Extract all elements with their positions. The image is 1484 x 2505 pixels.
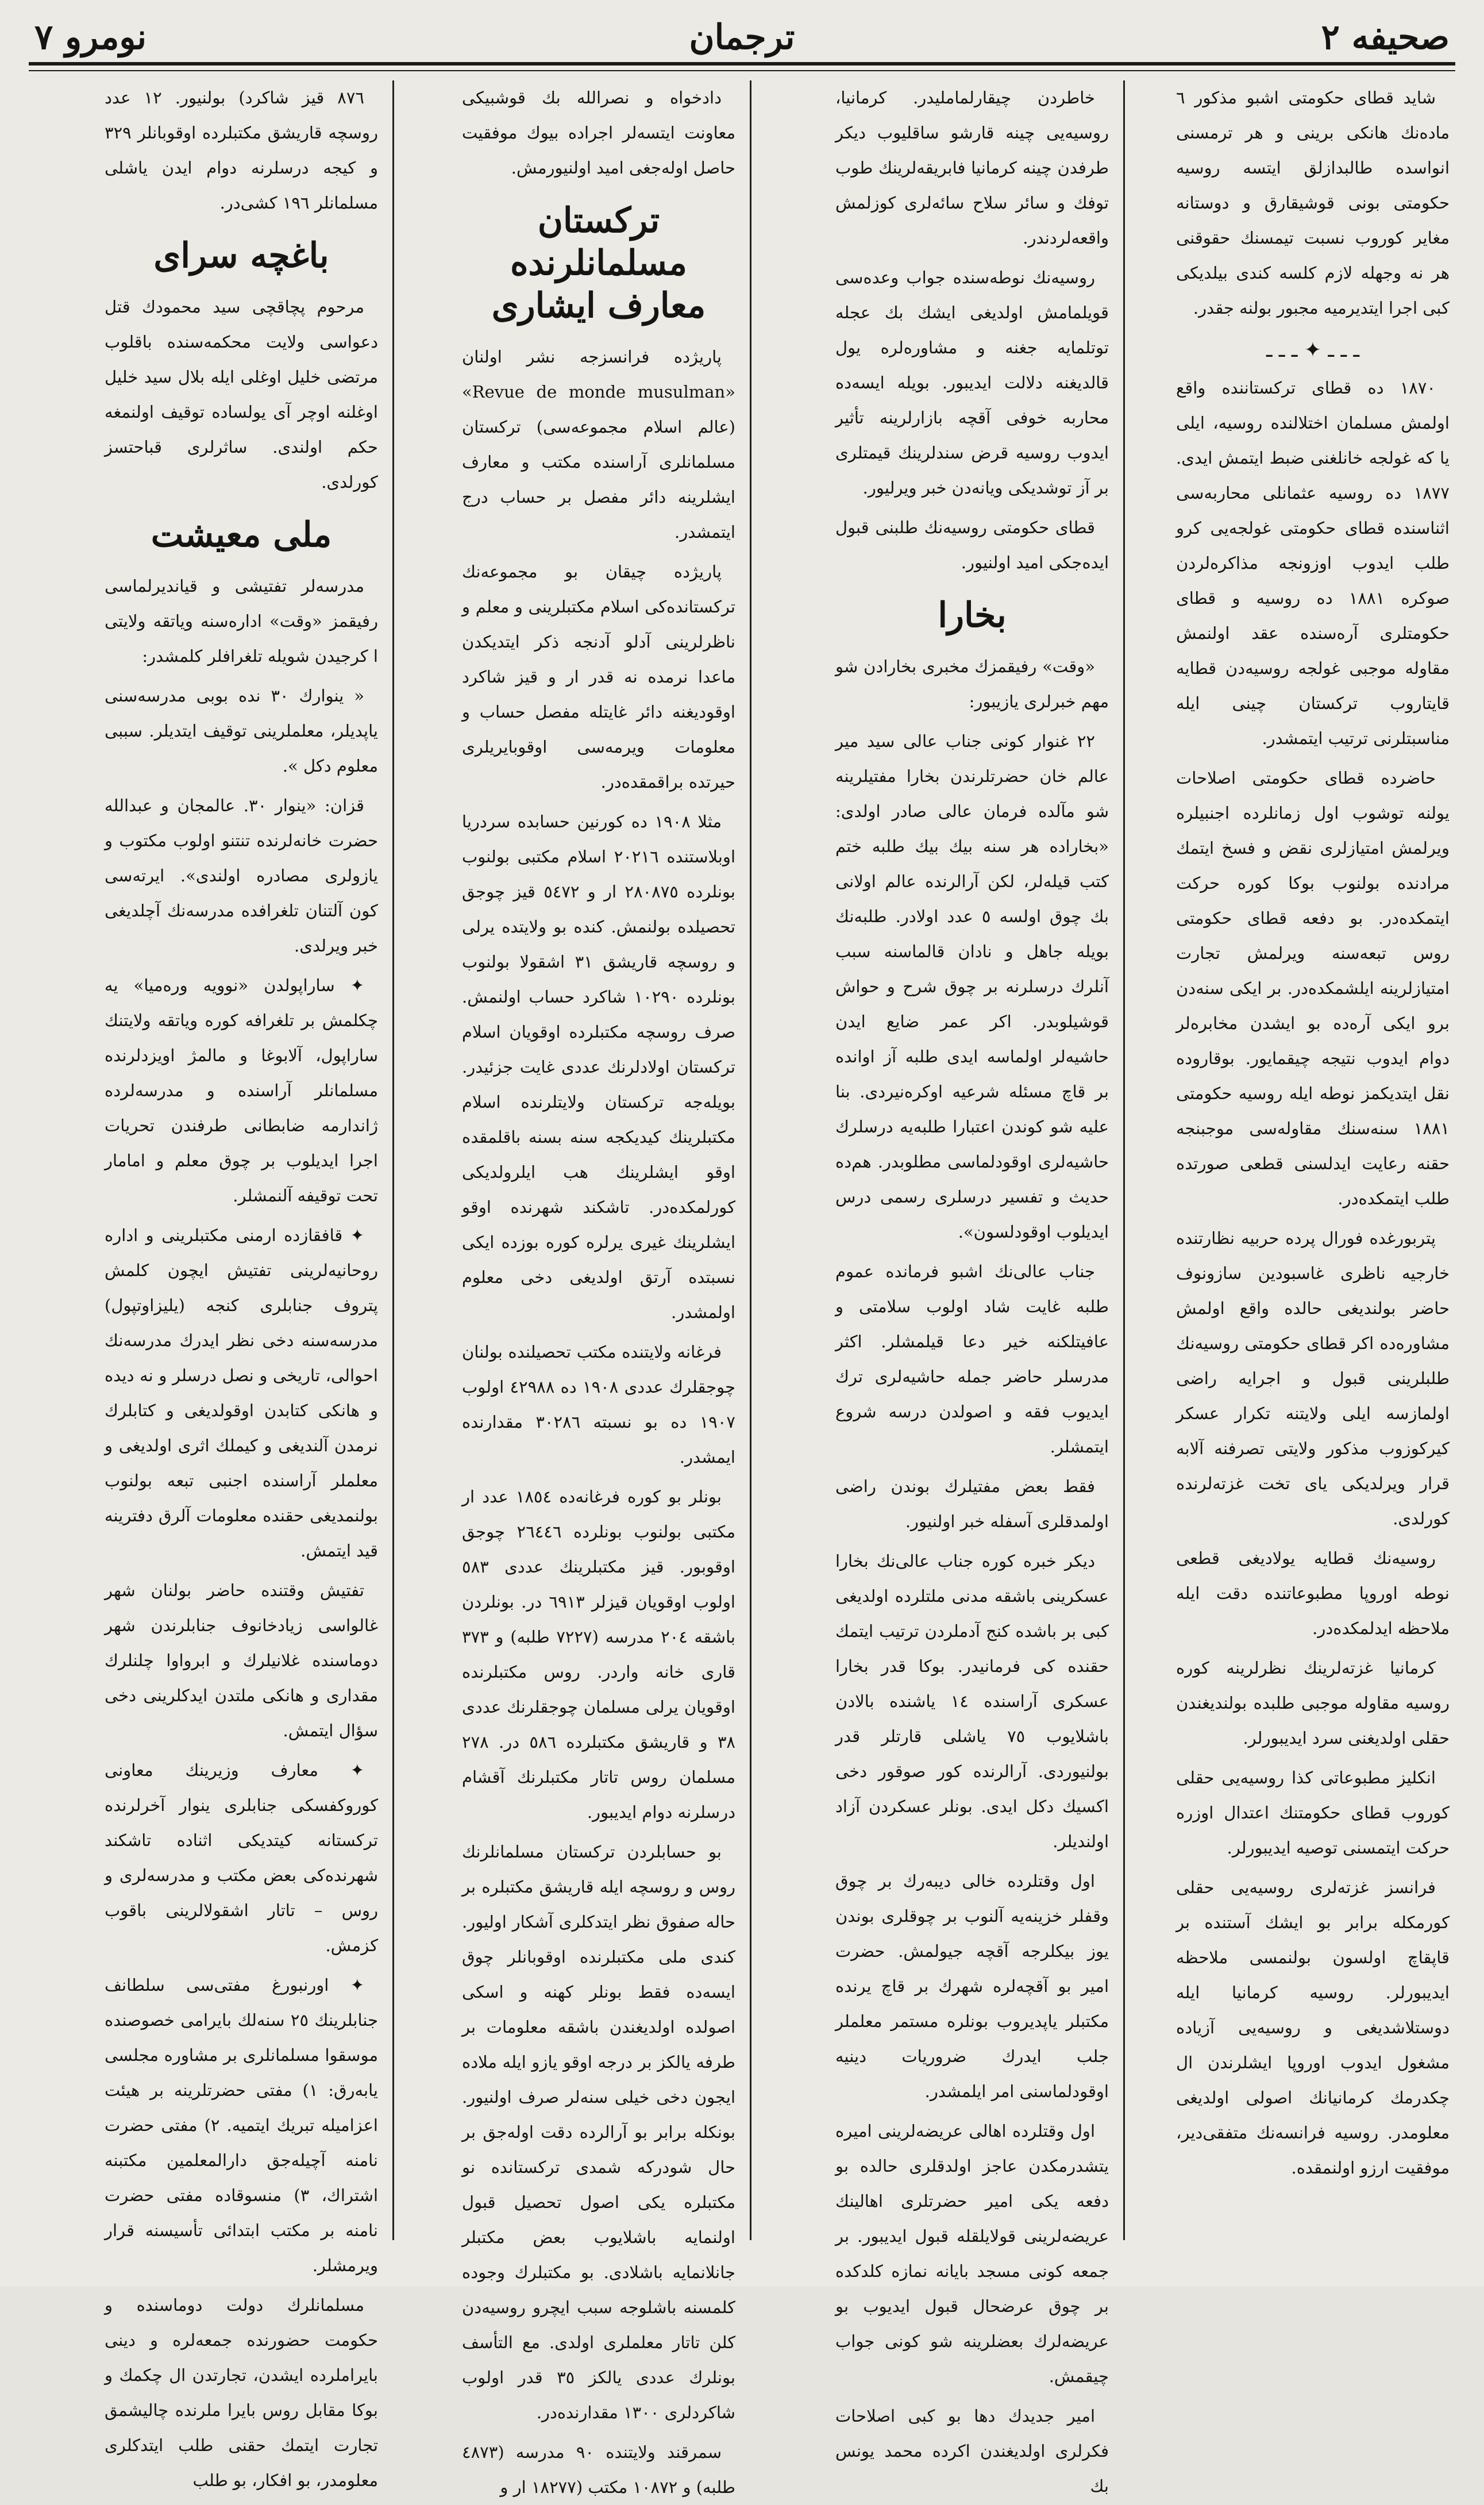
article-paragraph: دیکر خبره کوره جناب عالی‌نك بخارا عسکرینی باشقه مدنی ملتلرده اولدیغی کبی بر باشده کنج آدملردن ترتیب ایتمك حقنده کی فرمانیدر. بوکا قدر بخارا عسکری آراسنده ١٤ یاشنده بالادن باشلایوب ٧٥ یاشلی قارتلر قدر بولنیوردی. آرالرنده کور صوقور دخی اکسیك دکل ایدی. بونلر عسکردن آزاد اولندیلر. bbox=[835, 1551, 1109, 1851]
article-paragraph: فرانسز غزته‌لری روسیه‌یی حقلی کورمکله برابر بو ایشك آستنده بر قاپقاچ اولسون بولنمسی ملاحظه ایدیبورلر. روسیه کرمانیا ایله دوستلاشدیغی و روسیه‌یی آزیاده مشغول ایدوب اوروپا ایشلرندن ال چکدرمك کرمانیانك اصولی اولدیغی معلومدر. روسیه فرانسه‌نك متفقی‌دیر، موفقیت ارزو اولنمقده. bbox=[1176, 1878, 1450, 2178]
article-paragraph: مدرسه‌لر تفتیشی و قیاندیرلماسی رفیقمز «وقت» ادارەسنه ویاتقه ولایتی ا کرجیدن شویله تلغرافلر کلمشدر: bbox=[105, 576, 378, 666]
article-paragraph: پاریژده فرانسزجه نشر اولنان «Revue de monde musulman» (عالم اسلام مجموعه‌سی) ترکستان مسلمانلری آراسنده مکتب و معارف ایشلرینه دائر مفصل بر حساب درج ایتمشدر. bbox=[462, 347, 735, 542]
article-paragraph: پاریژده چیقان بو مجموعه‌نك ترکستانده‌کی اسلام مکتبلرینی و معلم و ناظرلرینی آدلو آدنجه ذکر ایتدیکدن ماعدا نرمده نه قدر ار و قیز شاکرد اوقودیغنه دائر غایتله مفصل حساب و معلومات ویرمه‌سی اوقوبایریلری حیرتده براقمقده‌در. bbox=[462, 562, 735, 792]
article-paragraph: فرغانه ولایتنده مکتب تحصیلنده بولنان چوجقلرك عددی ١٩٠٨ ده ٤٢٩٨٨ اولوب ١٩٠٧ ده بو نسبته ٣٠٢٨٦ مقدارنده ایمشدر. bbox=[462, 1342, 735, 1467]
article-paragraph: روسیه‌نك نوطه‌سنده جواب وعده‌سی قویلمامش اولدیغی ایشك بك عجله توتلمایه جغنه و مشاوره‌لره یول قالدیغنه دلالت ایدیبور. بویله ایسه‌ده محاربه خوفی آقچه بازارلرینه تأثیر ایدوب روسیه قرض سندلرینك قیمتلری بر آز توشدیکی ویانه‌دن خبر ویرلیور. bbox=[835, 268, 1109, 498]
article-paragraph: ١٨٧٠ ده قطای ترکستاننده واقع اولمش مسلمان اختلالنده روسیه، ایلی یا که غولجه خانلغنی ضبط ایتمش ایدی. ١٨٧٧ ده روسیه عثمانلی محاربه‌سی اثناسنده قطای حکومتی غولجه‌یی کرو طلب ایدوب اوزونجه مذاکره‌لردن صوکره ١٨٨١ ده روسیه و قطای حکومتلری آره‌سنده عقد اولنمش مقاوله موجبی غولجه روسیه‌دن قطایه قایتاروب ترکستان چینی ایله مناسبتلرنی ترتیب ایتمشدر. bbox=[1176, 378, 1450, 748]
article-paragraph: حاضرده قطای حکومتی اصلاحات یولنه توشوب اول زمانلرده اجنبیلره ویرلمش امتیازلری نقض و فسخ ایتمك مرادنده بولنوب بوکا کوره حرکت ایتمکده‌در. بو دفعه قطای حکومتی روس تبعه‌سنه ویرلمش تجارت امتیازلرینه ایلشمکده‌در. بر ایکی سنه‌دن برو ایکی آره‌ده بو ایشدن مخابره‌لر دوام ایدوب نتیجه چیقمایور. بوقاروده نقل ایتدیکمز نوطه ایله روسیه حکومتی ١٨٨١ سنه‌سنك مقاوله‌سی موجبنجه حقنه رعایت ایدلسنی قطعی صورتده طلب ایتمکده‌در. bbox=[1176, 768, 1450, 1208]
newspaper-title: ترجمان bbox=[689, 17, 795, 57]
top-rule-thin bbox=[29, 70, 1455, 71]
article-paragraph: شاید قطای حکومتی اشبو مذکور ٦ ماده‌نك هانکی برینی و هر ترمسنی انواسده طالبدازلق ایتسه روسیه حکومتی بونی قوشیقارق و دوستانه مغایر کوروب نسبت تیمسنك حقوقنی هر نه وجهله لازم کلسه کندی بیلدیکی کبی اجرا ایتدیرمیه مجبور بولنه جقدر. bbox=[1176, 88, 1450, 318]
article-paragraph: روسیه‌نك قطایه یولادیغی قطعی نوطه اوروپا مطبوعاتنده دقت ایله ملاحظه ایدلمکده‌در. bbox=[1176, 1548, 1450, 1638]
article-paragraph: پتربورغده فورال پرده حربیه نظارتنده خارجیه ناظری غاسبودین سازونوف حاضر بولندیغی حالده واقع اولمش مشاوره‌ده اکر قطای حکومتی روسیه‌نك طلبلرینی قبول و اجرایه راضی اولمازسه ایلی ولایتنه تکرار عسکر کیرکوزوب مذکور ولایتی تصرفنه آلابه قرار ویرلدیکی یای تخت غزته‌لرنده کورلدی. bbox=[1176, 1228, 1450, 1528]
article-paragraph: ٢٢ غنوار کونی جناب عالی سید میر عالم خان حضرتلرندن بخارا مفتیلرینه شو مآلده فرمان عالی صادر اولدی: «بخاراده هر سنه بیك بیك طلبه ختم کتب قیلەلر، لکن آرالرنده عالم اولانی بك چوق اولسه ٥ عدد اولادر. طلبه‌نك بویله جاهل و نادان قالماسنه سبب آنلرك درسلرنه بر چوق شرح و حواش قوشیلوبدر. اکر عمر ضایع ایدن حاشیه‌لر اولماسه ایدی طلبه آز اوانده بر قاچ مسئله شرعیه اوکره‌نیردی. بنا علیه شو کوندن اعتبارا طلبه‌یه درسلرك حاشیه‌لری اوقودلماسی مطلوبدر. هم‌ده حدیث و تفسیر درسلری رسمی درس ایدیلوب اوقودلسون». bbox=[835, 731, 1109, 1242]
article-paragraph: بو حسابلردن ترکستان مسلمانلرنك روس و روسچه ایله قاریشق مکتبلره بر حاله صفوق نظر ایتدکلری آشکار اولیور. کندی ملی مکتبلرنده اوقوبانلر چوق ایسه‌ده فقط بونلر کهنه و اسکی اصولده اولدیغندن باشقه معلومات بر طرفه یالکز بر درجه اوقو یازو ایله ملاده ایجون دخی خیلی سنه‌لر صرف اولنیور. بونکله برابر بو آرالرده دقت اوله‌جق بر حال شودرکه شمدی ترکستانده نو مکتبلره یکی اصول تحصیل قبول اولنمایه باشلایوب بعض مکتبلر جانلانمایه باشلادی. بو مکتبلرك وجوده کلمسنه باشلوجه سبب ایچرو روسیه‌دن کلن تاتار معلملری اولدی. مع التأسف بونلرك عددی یالکز ٣٥ قدر اولوب شاکردلری ١٣٠٠ مقدارنده‌در. bbox=[462, 1842, 735, 2422]
article-paragraph: امیر جدیدك دها بو کبی اصلاحات فکرلری اولدیغندن اکرده محمد یونس بك bbox=[835, 2406, 1109, 2496]
article-paragraph: ✦ اورنبورغ مفتی‌سی سلطانف جنابلرینك ٢٥ سنه‌لك بایرامی خصوصنده موسقوا مسلمانلری بر مشاوره مجلسی یابه‌رق: ١) مفتی حضرتلرینه بر هیئت اعزامیله تبریك ایتمیه. ٢) مفتی حضرت نامنه آچیله‌جق دارالمعلمین مکتبنه اشتراك، ٣) منسوقاده مفتی حضرت نامنه بر مکتب ابتدائی تأسیسنه قرار ویرمشلر. bbox=[105, 1975, 378, 2275]
article-paragraph: « ینوارك ٣٠ نده بوبی مدرسه‌سنی یاپدیلر، معلملرینی توقیف ایتدیلر. سببی معلوم دکل ». bbox=[105, 686, 378, 776]
article-paragraph: ✦ قافقازده ارمنی مکتبلرینی و اداره روحانیه‌لرینی تفتیش ایچون کلمش پتروف جنابلری کنجه (یلیزاوتپول) مدرسه‌سنه دخی نظر ایدرك مدرسه‌نك احوالی، تاریخی و نصل درسلر و نه دیده و هانکی کتابدن اوقولدیغی و کتابلرك نرمدن آلندیغی و کیملك اثری اولدیغی و معلملر آراسنده اجنبی تبعه بولنوب بولنمدیغی حقنده معلومات آلرق دفترینه قید ایتمش. bbox=[105, 1225, 378, 1560]
article-paragraph: مسلمانلرك دولت دوماسنده و حکومت حضورنده جمعه‌لره و دینی بایراملرده ایشدن، تجارتدن ال چکمك و بوکا مقابل روس بایرا ملرنده چالیشمق تجارت ایتمك حقنی طلب ایتدکلری معلومدر، بو افکار، بو طلب bbox=[105, 2295, 378, 2490]
page-number: صحیفه ۲ bbox=[1321, 17, 1450, 57]
column-divider bbox=[392, 80, 394, 2240]
article-paragraph: سمرقند ولایتنده ٩٠ مدرسه (٤٨٧٣ طلبه) و ١٠٨٧٢ مکتب (١٨٢٧٧ ار و bbox=[462, 2442, 735, 2497]
column-divider bbox=[1123, 80, 1125, 2240]
article-paragraph: اول وقتلرده اهالی عریضه‌لرینی امیره یتشدرمکدن عاجز اولدقلری حالده بو دفعه یکی امیر حضرتلری اهالینك عریضه‌لرینی قولایلقله قبول ایدیبور. بر جمعه کونی مسجد بایانه نمازه کلدکده بر چوق عرضحال قبول ایدیوب بو عریضه‌لرك بعضلرینه شو کونی جواب چیقمش. bbox=[835, 2121, 1109, 2386]
article-paragraph: دادخواه و نصرالله بك قوشبیکی معاونت ایتسه‌لر اجراده بیوك موفقیت حاصل اوله‌جغی امید اولنیورمش. bbox=[462, 88, 735, 178]
article-paragraph: مرحوم پچاقچی سید محمودك قتل دعواسی ولایت محکمه‌سنده باقلوب مرتضی خلیل اوغلی ایله بلال سید خلیل اوغلنه اوچر آی یولساده توقیف اولنمغه حکم اولندی. ساثرلری قباحتسز کورلدی. bbox=[105, 297, 378, 492]
section-heading: ترکستان مسلمانلرنده معارف ایشاری bbox=[491, 201, 706, 326]
section-heading: باغچه سرای bbox=[153, 236, 329, 276]
article-paragraph: ٨٧٦ قیز شاکرد) بولنیور. ١٢ عدد روسچه قاریشق مکتبلرده اوقوبانلر ٣٢٩ و کیجه درسلرنه دوام ایدن یاشلی مسلمانلر ١٩٦ کشی‌در. bbox=[105, 88, 378, 213]
section-heading: ملی معیشت bbox=[151, 515, 332, 555]
ornament-divider: ـ ـ ـ ✦ ـ ـ ـ bbox=[1266, 338, 1360, 362]
column-4 bbox=[105, 80, 378, 2490]
column-divider bbox=[750, 80, 751, 2240]
article-paragraph: «وقت» رفیقمزك مخبری بخارادن شو مهم خبرلری یازیبور: bbox=[835, 657, 1109, 711]
article-paragraph: بونلر بو کوره فرغانه‌ده ١٨٥٤ عدد ار مکتبی بولنوب بونلرده ٢٦٤٤٦ چوجق اوقوبور. قیز مکتبلرینك عددی ٥٨٣ اولوب اوقویان قیزلر ٦٩١٣ در. بونلردن باشقه ٢٠٤ مدرسه (٧٢٢٧ طلبه) و ٣٧٣ قاری خانه واردر. روس مکتبلرنده اوقویان یرلی مسلمان چوجقلرنك عددی ٣٨ و قاریشق مکتبلرده ٥٨٦ در. ٢٧٨ مسلمان روس تاتار مکتبلرنك آقشام درسلرنه دوام ایدیبور. bbox=[462, 1487, 735, 1822]
article-paragraph: مثلا ١٩٠٨ ده کورنین حسابده سردریا اوبلاستنده ٢٠٢١٦ اسلام مکتبی بولنوب بونلرده ٢٨٠٨٧٥ ار و ٥٤٧٢ قیز چوجق تحصیلده بولنمش. کنده بو ولایتده یرلی و روسچه قاریشق ٣١ اشقولا بولنوب بونلرده ١٠٢٩٠ شاکرد حساب اولنمش. صرف روسچه مکتبلرده اوقویان اسلام ترکستان اولادلرنك عددی غایت جزئیدر. بویله‌جه ترکستان ولایتلرنده اسلام مکتبلرینك کیدیکجه سنه بسنه باقلمقده اوقو ایشلرینك هب ایلرولدیکی کورلمکده‌در. تاشکند شهرنده اوقو ایشلرینك غیری یرلره کوره بوزده ایکی نسبتده آرتق اولدیغی دخی معلوم اولمشدر. bbox=[462, 812, 735, 1322]
issue-number: نومرو ۷ bbox=[34, 17, 147, 57]
column-1 bbox=[1176, 80, 1450, 2252]
article-paragraph: جناب عالی‌نك اشبو فرمانده عموم طلبه غایت شاد اولوب سلامتی و عافیتلکنه خیر دعا قیلمشلر. اکثر مدرسلر حاضر جمله حاشیه‌لری ترك ایدیوب فقه و اصولدن درسه شروع ایتمشلر. bbox=[835, 1262, 1109, 1456]
article-paragraph: تفتیش وقتنده حاضر بولنان شهر غالواسی زیادخانوف جنابلرندن شهر دوماسنده غلانیلرك و ابرواوا چلنلرك مقداری و هانکی ملتدن ایدکلرینی دخی سؤال ایتمش. bbox=[105, 1581, 378, 1740]
section-heading: بخارا bbox=[938, 595, 1007, 635]
article-paragraph: انکلیز مطبوعاتی کذا روسیه‌یی حقلی کوروب قطای حکومتنك اعتدال اوزره حرکت ایتمسنی توصیه ایدیبورلر. bbox=[1176, 1768, 1450, 1857]
article-paragraph: کرمانیا غزته‌لرینك نظرلرینه کوره روسیه مقاوله موجبی طلبده بولندیغندن حقلی اولدیغنی سرد ایدیبورلر. bbox=[1176, 1658, 1450, 1748]
article-paragraph: اول وقتلرده خالی دیبه‌رك بر چوق وقفلر خزینه‌یه آلنوب بر چوقلری بوندن یوز بیکلرجه آقچه جیولمش. حضرت امیر بو آقچه‌لره شهرك بر قاچ یرنده مکتبلر یاپدیروب بونلره مستمر معلملر جلب ایدرك ضروریات دینیه اوقودلماسنی امر ایلمشدر. bbox=[835, 1871, 1109, 2101]
article-paragraph: خاطردن چیقارلماملیدر. کرمانیا، روسیه‌یی چینه قارشو ساقلیوب دیکر طرفدن چینه کرمانیا فابریقه‌لرینك طوب توفك و سائر سلاح سائه‌لری کوزلمش واقعه‌لردندر. bbox=[835, 88, 1109, 248]
article-paragraph: ✦ معارف وزیرینك معاونی کوروکفسکی جنابلری ینوار آخرلرنده ترکستانه کیتدیکی اثناده تاشکند شهرنده‌کی بعض مکتب و مدرسه‌لری و روس – تاتار اشقولالرینی باقوب کزمش. bbox=[105, 1760, 378, 1955]
article-paragraph: فقط بعض مفتیلرك بوندن راضی اولمدقلری آسفله خبر اولنیور. bbox=[835, 1477, 1109, 1531]
article-paragraph: ✦ ساراپولدن «نوویه وره‌میا» یه چکلمش بر تلغرافه کوره ویاتقه ولایتنك ساراپول، آلابوغا و مالمژ اویزدلرنده مسلمانلر آراسنده و مدرسه‌لرده ژاندارمه ضابطانی طرفندن تحریات اجرا ایدیلوب بر چوق معلم و امامار تحت توقیفه آلنمشلر. bbox=[105, 976, 378, 1205]
article-paragraph: قزان: «ینوار ٣٠. عالمجان و عبدالله حضرت خانه‌لرنده تنتنو اولوب مکتوب و یازولری مصادره اولندی». ایرته‌سی کون آلتنان تلغرافده مدرسه‌نك آچلدیغی خبر ویرلدی. bbox=[105, 796, 378, 955]
column-3 bbox=[462, 80, 735, 2497]
article-paragraph: قطای حکومتی روسیه‌نك طلبنی قبول ایده‌جکی امید اولنیور. bbox=[835, 518, 1109, 572]
top-rule bbox=[29, 62, 1455, 65]
column-2 bbox=[835, 80, 1109, 2496]
